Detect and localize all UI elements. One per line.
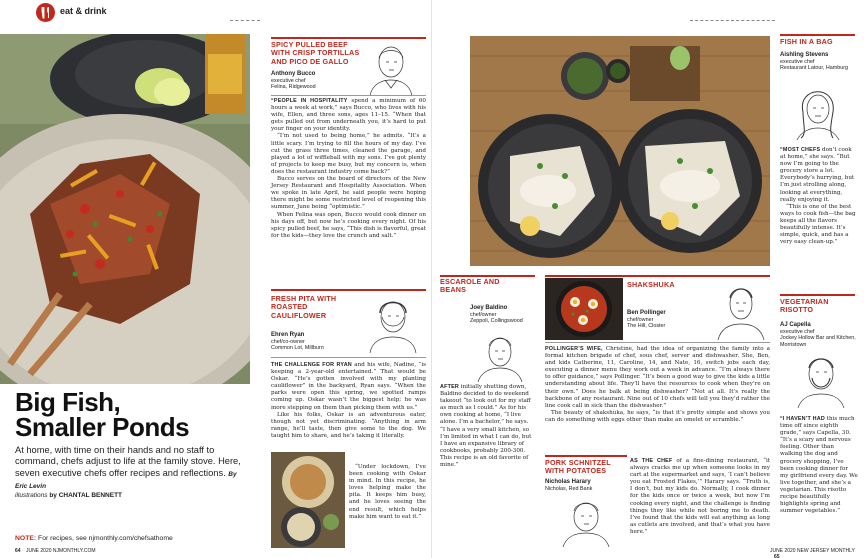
illus-by: by CHANTAL BENNETT — [49, 492, 123, 499]
recipe5-title: PORK SCHNITZEL WITH POTATOES — [545, 458, 611, 476]
recipe6-chef-sketch — [785, 82, 850, 140]
recipe7-chef-name: AJ Capella — [780, 322, 811, 328]
left-page-number: 64 — [15, 548, 21, 554]
recipe4-body — [545, 346, 770, 424]
recipe7-rule — [780, 294, 855, 296]
recipe4-chef-sketch — [712, 280, 770, 340]
recipe1-p1: spend a minimum of 60 hours a week at work,” says Bucco, who lives with his wife, Ellen, and three sons, ages 11–15. “When that gets pulled out from underneath you, it’s hard to put your finger on your identity. — [271, 98, 426, 133]
recipe1-chef-name: Anthony Bucco — [271, 71, 316, 77]
recipe2-chef-sketch — [362, 293, 424, 353]
recipe4-chef-role: chef/owner — [627, 316, 654, 323]
left-folio-info: JUNE 2020 NJMONTHLY.COM — [25, 548, 96, 554]
recipe5-chef-sketch — [555, 495, 617, 547]
recipe3-chef-name: Joey Baldino — [470, 305, 508, 311]
shakshuka-photo — [545, 278, 623, 340]
recipe5-lead: AS THE CHEF — [630, 458, 673, 464]
fish-photo — [470, 36, 770, 266]
page-title — [15, 387, 190, 442]
recipe3-lead: AFTER — [440, 384, 459, 390]
recipe3-p1: initially shutting down, Baldino decided to do weekend takeout “to look out for my staff as much as I could.” As for his own cooking at home, “I live alone. I’m a bachelor,” he says. “I have a very small kitchen, so I’m limited in what I can do, but I have an expansive library of cookbooks, probably 200-300. This recipe is an old favorite of mine.” — [440, 384, 532, 469]
recipe2-chef-role: chef/co-owner — [271, 338, 305, 345]
recipe2-p3: “Under lockdown, I’ve been cooking with Oskar in mind. In this recipe, he loves helping make the pita. It keeps him busy, and he loves seeing the end result, which helps make him want to eat it.” — [349, 464, 426, 520]
recipe1-p4: When Felina was open, Bucco would cook dinner on his days off, but now he’s cooking every night. Of his spicy pulled beef, he says, “This dish is flavorful, great for the kids—they love the crunch and salt.” — [271, 211, 426, 239]
recipe2-body — [271, 362, 426, 447]
recipe6-chef — [780, 52, 858, 72]
dek — [15, 445, 243, 492]
top-dashed-rule — [690, 20, 775, 21]
recipe6-title: FISH IN A BAG — [780, 37, 833, 46]
section-label: eat & drink — [60, 6, 107, 16]
page-title-line2: Smaller Ponds — [15, 412, 190, 442]
recipe5-chef-name: Nicholas Harary — [545, 479, 591, 485]
recipe2-body-2 — [349, 464, 426, 521]
hero-photo — [0, 34, 250, 384]
recipe2-rule — [271, 289, 426, 291]
recipe4-chef-place: The Hill, Closter — [627, 323, 666, 330]
recipe6-chef-place: Restaurant Latour, Hamburg — [780, 65, 849, 72]
recipe2-chef-place: Common Lot, Millburn — [271, 345, 324, 352]
header-rule — [230, 20, 260, 21]
recipe6-chef-name: Aishling Stevens — [780, 52, 829, 58]
page-gutter — [431, 0, 432, 558]
recipe7-lead: “I HAVEN’T HAD — [780, 416, 825, 422]
recipe4-title: SHAKSHUKA — [627, 280, 675, 289]
recipe2-p1: and his wife, Nadine, “is keeping a 2-year-old entertained.” That would be Oskar. “He’s gotten involved with my planting cauliflower” in the backyard, Ryan says. “When the parks were open this spring, we spotted ramps coming up. Oskar wasn’t the biggest help; he was more stepping on them than picking them with us.” — [271, 362, 426, 411]
recipe1-lead: “PEOPLE IN HOSPITALITY — [271, 98, 348, 104]
recipe6-p1: don’t cook at home,” she says. “But now I’m going to the grocery store a lot. Everybody’s hurrying, but I’m just strolling along, looking at everything, really enjoying it. — [780, 147, 855, 203]
note — [15, 535, 173, 542]
recipe2-title: FRESH PITA WITH ROASTED CAULIFLOWER — [271, 294, 337, 320]
recipe5-rule — [545, 455, 627, 457]
recipe1-p2: “I’m not used to being home,” he admits. “It’s a little scary. I’m trying to fill the hours of my day. I’ve cut the grass three times, cleaned the garage, and played a lot of wiffleball with my sons. I’ve got plenty of projects to keep me busy, but my concern is, when does the restaurant industry come back?” — [271, 133, 426, 175]
recipe7-chef-role: executive chef — [780, 328, 815, 335]
recipe4-rule — [545, 275, 770, 277]
recipe1-chef-place: Felina, Ridgewood — [271, 84, 316, 91]
recipe1-chef-sketch — [360, 40, 422, 96]
section-icon-badge — [36, 3, 55, 22]
recipe7-chef-place: Jockey Hollow Bar and Kitchen, Morristown — [780, 335, 856, 348]
recipe2-lead: THE CHALLENGE FOR RYAN — [271, 362, 352, 368]
recipe2-photo — [271, 452, 345, 548]
recipe4-chef-name: Ben Pollinger — [627, 310, 666, 316]
recipe7-p1: this much time off since eighth grade,” says Capella, 30. “It’s a scary and nervous feeling. Other than walking the dog and grocery shopping, I’ve been cooking dinner for my girlfriend every day. We live together, and she’s a vegetarian. This risotto recipe beautifully highlights spring and summer vegetables.” — [780, 416, 858, 515]
recipe5-chef — [545, 479, 627, 492]
recipe4-divider — [545, 342, 770, 343]
recipe4-p1: Christine, had the idea of organizing the family into a formal kitchen brigade of chef, sous chef, server and dishwasher. She, Ben, and kids Catherine, 11, Caroline, 14, and Nate, 16, switch jobs each day, executing a dinner menu they work out a week in advance. “I’m always there to offer guidance,” says Pollinger. “It’s been a good way to give the kids a little understanding about life. They’ll have the resources to cook when they’re on their own.” Does he balk at being dishwasher? “Not at all. It’s really the backbone of any restaurant. Nine out of 10 chefs will tell you they’d rather the line cook call in sick than the dishwasher.” — [545, 346, 770, 409]
right-folio-info: JUNE 2020 NEW JERSEY MONTHLY — [770, 548, 855, 554]
left-folio — [15, 548, 96, 554]
recipe5-p1: of a fine-dining restaurant, “it always cracks me up when someone looks in my cart at the supermarket and says, ‘I can’t believe you eat Frosted Flakes,’” Harary says. “Truth is, I don’t, but my kids do. Normally, I cook dinner for the kids once or twice a week, but now I’m cooking every night, and the challenge is finding things they like while not boring me to death. I’ve found that the kids will eat anything as long as cutlets are involved, and that’s what you have here.” — [630, 458, 771, 535]
byline: By Eric Levin — [15, 470, 237, 490]
recipe1-chef — [271, 71, 361, 91]
recipe3-body — [440, 384, 535, 469]
dek-text: At home, with time on their hands and no staff to command, chefs adjust to life at the family stove. Here, seven executive chefs offer recipes and reflections. — [15, 445, 241, 478]
recipe2-chef — [271, 332, 366, 352]
recipe5-chef-place: Nicholas, Red Bank — [545, 485, 593, 492]
recipe6-p2: “This is one of the best ways to cook fish—the bag keeps all the flavors beautifully intense. It’s simple, quick, and has a very easy clean-up.” — [780, 203, 856, 246]
recipe1-p3: Bucco serves on the board of directors of the New Jersey Restaurant and Hospitality Association. When we spoke in late April, he said people were hoping there might be some restricted level of reopening this summer, June being “optimistic.” — [271, 176, 426, 211]
page-title-line1: Big Fish, — [15, 387, 121, 417]
recipe2-chef-name: Ehren Ryan — [271, 332, 305, 338]
recipe1-rule — [271, 37, 426, 39]
recipe7-title: VEGETARIAN RISOTTO — [780, 297, 829, 315]
note-label: NOTE: — [15, 535, 37, 542]
recipe6-body — [780, 147, 858, 246]
recipe3-chef — [470, 305, 540, 325]
recipe3-title: ESCAROLE AND BEANS — [440, 277, 500, 295]
recipe5-body — [630, 458, 770, 536]
recipe4-lead: POLLINGER’S WIFE, — [545, 346, 603, 352]
recipe2-p2: Like his folks, Oskar is an adventurous eater, though not yet discriminating. “Anything in arm range, he’ll taste, then give some to the dog. We taught him to share, and he’s taking it literally. — [271, 411, 426, 439]
right-folio — [770, 548, 864, 558]
illus-label: illustrations — [15, 492, 48, 499]
recipe4-chef — [627, 310, 707, 330]
recipe2-divider — [271, 357, 426, 358]
fork-knife-icon — [36, 3, 55, 22]
recipe1-chef-role: executive chef — [271, 77, 306, 84]
recipe1-title: SPICY PULLED BEEF WITH CRISP TORTILLAS AND PICO DE GALLO — [271, 40, 360, 66]
recipe6-rule — [780, 34, 855, 36]
recipe3-chef-role: chef/owner — [470, 311, 497, 318]
recipe4-p2: The beauty of shakshuka, he says, “is that it’s pretty simple and shows you can do something with eggs other than make an omelet or scramble.” — [545, 409, 770, 423]
recipe7-chef-sketch — [790, 350, 852, 408]
note-link[interactable]: For recipes, see njmonthly.com/chefsathome — [38, 535, 173, 542]
recipe7-chef — [780, 322, 858, 348]
recipe7-body — [780, 416, 858, 515]
recipe6-lead: “MOST CHEFS — [780, 147, 821, 153]
recipe1-divider — [271, 95, 426, 96]
recipe3-chef-place: Zeppoli, Collingswood — [470, 318, 523, 325]
recipe6-chef-role: executive chef — [780, 58, 815, 65]
illustration-credit — [15, 492, 122, 499]
recipe1-body — [271, 98, 426, 240]
right-page-number: 65 — [774, 554, 780, 558]
recipe3-chef-sketch — [470, 330, 530, 382]
